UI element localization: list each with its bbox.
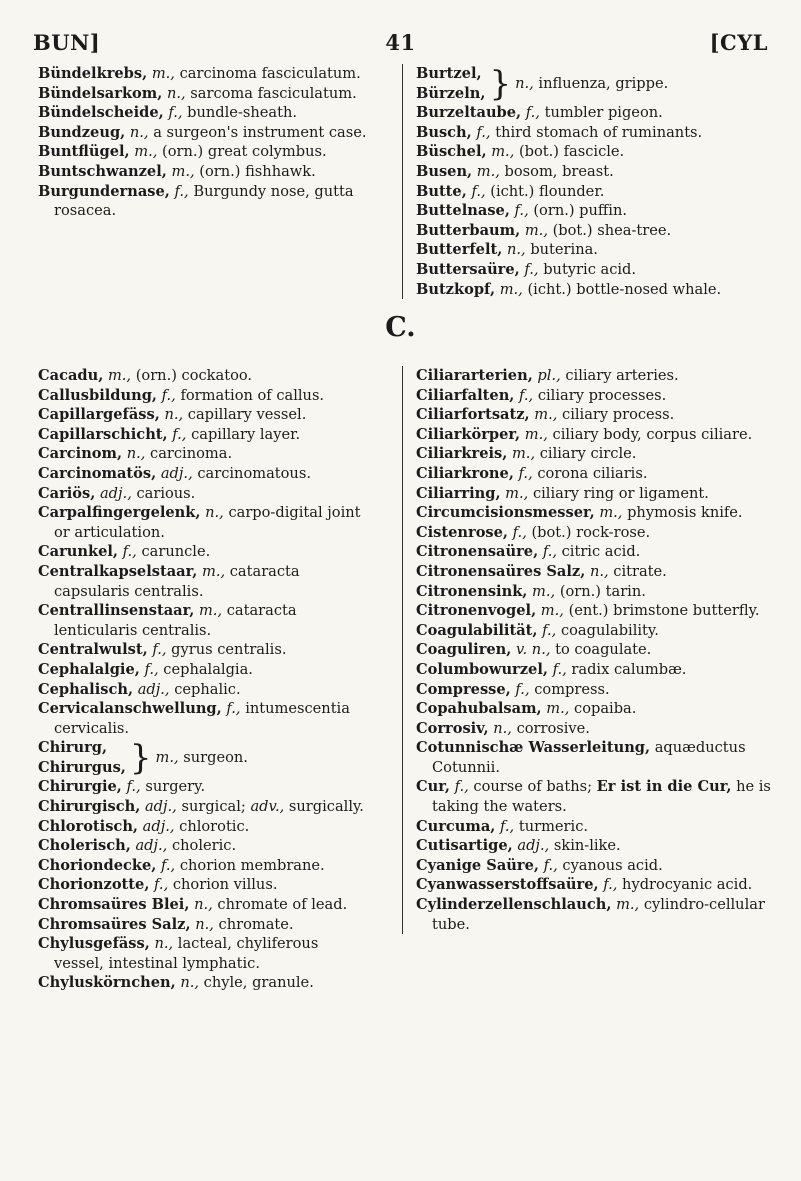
headword: Coagulabilität, [416,621,538,639]
grammar-label: f., [542,621,557,639]
definition: phymosis knife. [627,504,743,522]
definition: (icht.) flounder. [490,182,605,200]
definition: cylindro-cellular tube. [432,896,765,933]
dictionary-entry [416,464,778,484]
grammar-label: f., [512,523,527,541]
grammar-label: f., [126,778,141,796]
definition: ciliary process. [562,406,675,424]
grammar-label: n., [126,445,146,463]
column-top-right [402,64,778,299]
dictionary-entry [38,875,372,895]
entry-list [38,777,372,993]
headword: Circumcisionsmesser, [416,504,595,522]
headword: Carcinom, [38,445,123,463]
grammar-label: f., [172,425,187,443]
headword: Chyluskörnchen, [38,974,176,992]
grammar-label: f., [515,680,530,698]
headword: Cistenrose, [416,523,509,541]
dictionary-entry [38,103,372,123]
headword: Choriondecke, [38,856,157,874]
headword: Bündelsarkom, [38,84,163,102]
grammar-label: m., [491,143,515,161]
grammar-label: adv., [250,798,285,816]
dictionary-entry [38,425,372,445]
headword: Burgundernase, [38,182,170,200]
grammar-label: f., [152,641,167,659]
dictionary-entry [416,640,778,660]
definition: intumescentia cervicalis. [54,700,350,737]
grammar-label: adj., [160,464,193,482]
grammar-label: m., [505,484,529,502]
headword: Cylinderzellenschlauch, [416,896,612,914]
dictionary-entry [38,699,372,738]
grammar-label: n., [166,84,186,102]
grammar-label: f., [161,856,176,874]
grammar-label: n., [515,74,534,92]
dictionary-entry [38,973,372,993]
headword: Capillargefäss, [38,406,160,424]
definition: skin-like. [553,837,621,855]
dictionary-entry [38,895,372,915]
dictionary-entry [38,366,372,386]
definition: buterina. [530,241,598,259]
grammar-label: f., [518,464,533,482]
headword: Buntschwanzel, [38,162,167,180]
dictionary-entry [416,660,778,680]
definition: (icht.) bottle-nosed whale. [527,280,722,298]
dictionary-entry [38,503,372,542]
grammar-label: f., [144,660,159,678]
headword: Er ist in die Cur, [596,778,732,796]
grammar-label: n., [129,123,149,141]
definition: ciliary body, corpus ciliare. [552,425,753,443]
dictionary-entry [38,836,372,856]
headword: Cervicalanschwellung, [38,700,222,718]
dictionary-entry [38,142,372,162]
definition: course of baths; [473,778,593,796]
definition: butyric acid. [543,260,637,278]
dictionary-entry [38,797,372,817]
grammar-label: f., [476,123,491,141]
grammar-label: m., [107,367,132,384]
definition: (bot.) shea-tree. [552,221,672,239]
definition: he is taking the waters. [432,778,771,816]
entry-list [416,103,778,299]
grammar-label: m., [499,280,523,298]
headword: Callusbildung, [38,386,157,404]
grammar-label: n., [195,915,214,933]
headword: Cotunnischæ Wasserleitung, [416,739,651,757]
definition: caruncle. [141,543,211,561]
grammar-label: n., [154,935,174,953]
brace-entry [38,738,372,777]
grammar-label: f., [514,202,529,220]
dictionary-entry [416,601,778,621]
dictionary-entry [416,182,778,202]
headword: Buntflügel, [38,143,130,161]
headword: Cacadu, [38,367,104,384]
grammar-label: adj., [137,680,170,698]
definition: coagulability. [560,621,659,639]
definition: (orn.) tarin. [559,582,646,600]
grammar-label: f., [552,660,567,678]
grammar-label: m., [201,562,226,580]
definition: ciliary ring or ligament. [532,484,709,502]
definition: choleric. [171,837,237,855]
dictionary-entry [416,777,778,816]
grammar-label: n., [506,241,526,259]
headword: Butzkopf, [416,280,496,298]
page-number: 41 [385,30,416,55]
headword: Ciliarfalten, [416,386,515,404]
headword: Capillarschicht, [38,425,168,443]
headword: Chromsaüres Blei, [38,896,190,914]
definition: cephalalgia. [163,660,253,678]
grammar-label: pl., [537,367,561,384]
headword: Chirurg, [38,739,108,757]
headword: Citronensaüres Salz, [416,562,586,580]
headword: Cyanwasserstoffsaüre, [416,876,599,894]
headword: Chirurgisch, [38,798,141,816]
definition: (ent.) brimstone butterfly. [568,602,760,620]
grammar-label: n., [589,562,609,580]
dictionary-entry [416,405,778,425]
definition: cyanous acid. [562,856,663,874]
headword: Cholerisch, [38,837,131,855]
grammar-label: m., [599,504,623,522]
headword: Citronensink, [416,582,528,600]
dictionary-entry [416,562,778,582]
dictionary-entry [38,182,372,221]
grammar-label: n., [205,504,224,522]
definition: ciliary processes. [537,386,667,404]
headword: Curcuma, [416,817,496,835]
dictionary-entry [416,542,778,562]
page-header [33,30,768,54]
grammar-label: m., [476,162,500,180]
grammar-label: f., [542,543,557,561]
definition: formation of callus. [180,386,325,404]
headword: Centralwulst, [38,641,148,659]
definition: turmeric. [518,817,589,835]
definition: cataracta lenticularis centralis. [54,602,297,639]
definition: chorion villus. [172,876,278,894]
dictionary-entry [416,444,778,464]
dictionary-entry [416,484,778,504]
header-left: BUN] [33,30,101,55]
definition: aquæductus Cotunnii. [432,739,746,776]
brace-entry [416,64,778,103]
dictionary-entry [416,280,778,300]
dictionary-entry [38,660,372,680]
definition: carcinoma fasciculatum. [179,65,361,82]
headword: Copahubalsam, [416,700,542,718]
headword: Busch, [416,123,472,141]
dictionary-entry [416,680,778,700]
headword: Coaguliren, [416,641,512,659]
grammar-label: adj., [142,817,175,835]
dictionary-entry [416,201,778,221]
grammar-label: f., [174,182,189,200]
dictionary-entry [416,523,778,543]
dictionary-entry [38,405,372,425]
definition: (orn.) fishhawk. [199,162,316,180]
grammar-label: f., [519,386,534,404]
headword: Ciliarring, [416,484,501,502]
definition: carcinomatous. [197,464,311,482]
header-right: [CYL [709,30,768,55]
definition: capillary vessel. [187,406,307,424]
definition: citric acid. [561,543,641,561]
dictionary-entry [416,142,778,162]
dictionary-entry [38,777,372,797]
grammar-label: adj., [135,837,168,855]
definition: chromate of lead. [217,896,348,914]
definition: surgical; [181,798,246,816]
grammar-label: f., [168,104,183,122]
grammar-label: n., [194,896,213,914]
grammar-label: n., [164,406,184,424]
headword: Ciliarkreis, [416,445,508,463]
headword: Butterbaum, [416,221,521,239]
dictionary-entry [416,123,778,143]
headword: Büschel, [416,143,487,161]
grammar-label: m., [524,221,548,239]
definition: cataracta capsularis centralis. [54,562,300,600]
dictionary-entry [38,915,372,935]
headword: Burzeltaube, [416,104,522,122]
dictionary-entry [416,582,778,602]
grammar-label: n., [493,719,512,737]
definition: Burgundy nose, gutta rosacea. [54,182,354,220]
headword: Cyanige Saüre, [416,856,539,874]
dictionary-entry [38,84,372,104]
dictionary-entry [416,425,778,445]
column-top-left [38,64,372,221]
headword: Buttelnase, [416,202,510,220]
definition: copaiba. [574,700,637,718]
grammar-label: adj., [99,484,132,502]
dictionary-entry [38,484,372,504]
definition: compress. [534,680,610,698]
definition: (orn.) great colymbus. [162,143,327,161]
grammar-label: m., [155,749,179,767]
grammar-label: m., [616,896,640,914]
dictionary-entry [416,162,778,182]
grammar-label: f., [525,104,540,122]
headword: Carunkel, [38,543,119,561]
headword: Bündelscheide, [38,104,164,122]
definition: lacteal, chyliferous vessel, intestinal lymphatic. [54,935,319,972]
headword: Carcinomatös, [38,464,157,482]
dictionary-entry [416,738,778,777]
grammar-label: m., [534,406,558,424]
grammar-label: m., [524,425,548,443]
headword: Burtzel, [416,65,482,82]
dictionary-entry [416,221,778,241]
grammar-label: m., [198,602,223,620]
dictionary-entry [416,103,778,123]
grammar-label: f., [603,876,618,894]
headword: Ciliarkrone, [416,464,514,482]
headword: Compresse, [416,680,511,698]
definition: capillary layer. [191,425,301,443]
grammar-label: m., [171,162,195,180]
definition: (orn.) cockatoo. [135,367,253,384]
dictionary-entry [38,562,372,601]
dictionary-entry [38,162,372,182]
dictionary-entry [38,856,372,876]
definition: corona ciliaris. [537,464,648,482]
grammar-label: f., [454,778,469,796]
definition: citrate. [613,562,667,580]
grammar-label: m., [511,445,536,463]
brace-icon: } [489,63,512,104]
headword: Citronensaüre, [416,543,539,561]
dictionary-entry [38,601,372,640]
headword: Cutisartige, [416,837,513,855]
definition: corrosive. [516,719,590,737]
definition: surgery. [145,778,206,796]
headword: Ciliarkörper, [416,425,521,443]
grammar-label: v. n., [516,641,551,659]
dictionary-entry [416,699,778,719]
dictionary-entry [38,64,372,84]
grammar-label: m., [540,602,564,620]
column-bottom-left [38,366,372,993]
dictionary-entry [416,856,778,876]
headword: Cariös, [38,484,96,502]
headword: Cephalisch, [38,680,134,698]
headword: Chromsaüres Salz, [38,915,191,933]
definition: to coagulate. [555,641,652,659]
definition: surgically. [288,798,364,816]
grammar-label: f., [122,543,137,561]
entry-list [38,366,372,738]
dictionary-entry [38,444,372,464]
definition: chlorotic. [179,817,250,835]
definition: hydrocyanic acid. [622,876,753,894]
grammar-label: f., [471,182,486,200]
dictionary-entry [38,817,372,837]
headword: Columbowurzel, [416,660,548,678]
headword: Cur, [416,778,450,796]
dictionary-entry [38,464,372,484]
definition: tumbler pigeon. [544,104,663,122]
grammar-label: adj., [144,798,177,816]
definition: chorion membrane. [179,856,325,874]
headword: Chorionzotte, [38,876,150,894]
definition: radix calumbæ. [571,660,687,678]
definition: chyle, granule. [203,974,314,992]
headword: Bundzeug, [38,123,126,141]
definition: bundle-sheath. [187,104,298,122]
definition: influenza, grippe. [538,74,669,92]
headword: Busen, [416,162,473,180]
headword: Centrallinsenstaar, [38,602,195,620]
definition: ciliary arteries. [565,367,679,384]
dictionary-entry [38,123,372,143]
definition: bosom, breast. [504,162,614,180]
definition: chromate. [218,915,294,933]
headword: Carpalfingergelenk, [38,504,201,522]
dictionary-entry [416,895,778,934]
definition: cephalic. [174,680,241,698]
definition: surgeon. [183,749,248,767]
grammar-label: f., [500,817,515,835]
dictionary-entry [38,386,372,406]
dictionary-entry [416,875,778,895]
definition: a surgeon's instrument case. [153,123,367,141]
dictionary-entry [38,542,372,562]
grammar-label: m., [532,582,556,600]
grammar-label: adj., [517,837,550,855]
definition: (bot.) rock-rose. [531,523,651,541]
definition: sarcoma fasciculatum. [190,84,357,102]
dictionary-entry [416,260,778,280]
dictionary-entry [416,817,778,837]
grammar-label: f., [524,260,539,278]
grammar-label: f., [154,876,169,894]
headword: Chirurgus, [38,758,126,776]
headword: Butte, [416,182,467,200]
headword: Buttersaüre, [416,260,520,278]
definition: (bot.) fascicle. [518,143,625,161]
grammar-label: f., [226,700,241,718]
dictionary-entry [416,621,778,641]
dictionary-entry [416,836,778,856]
headword: Centralkapselstaar, [38,562,198,580]
headword: Citronenvogel, [416,602,537,620]
definition: carcinoma. [150,445,233,463]
dictionary-entry [416,240,778,260]
grammar-label: f., [161,386,176,404]
dictionary-entry [416,366,778,386]
grammar-label: n., [180,974,200,992]
dictionary-entry [38,680,372,700]
definition: ciliary circle. [539,445,637,463]
brace-icon: } [129,737,152,778]
grammar-label: m., [151,65,175,82]
definition: (orn.) puffin. [533,202,628,220]
headword: Ciliararterien, [416,367,533,384]
headword: Chlorotisch, [38,817,139,835]
definition: gyrus centralis. [171,641,287,659]
headword: Chylusgefäss, [38,935,150,953]
column-bottom-right [402,366,778,934]
definition: carious. [136,484,196,502]
grammar-label: m., [546,700,570,718]
dictionary-entry [38,934,372,973]
dictionary-entry [416,503,778,523]
headword: Bürzeln, [416,84,486,102]
definition: third stomach of ruminants. [495,123,703,141]
definition: carpo-digital joint or articulation. [54,504,361,541]
section-letter: C. [385,312,416,343]
headword: Bündelkrebs, [38,65,148,82]
headword: Ciliarfortsatz, [416,406,530,424]
headword: Chirurgie, [38,778,122,796]
grammar-label: m., [134,143,158,161]
dictionary-entry [416,719,778,739]
grammar-label: f., [543,856,558,874]
dictionary-entry [416,386,778,406]
headword: Cephalalgie, [38,660,140,678]
headword: Butterfelt, [416,241,503,259]
dictionary-entry [38,640,372,660]
headword: Corrosiv, [416,719,489,737]
